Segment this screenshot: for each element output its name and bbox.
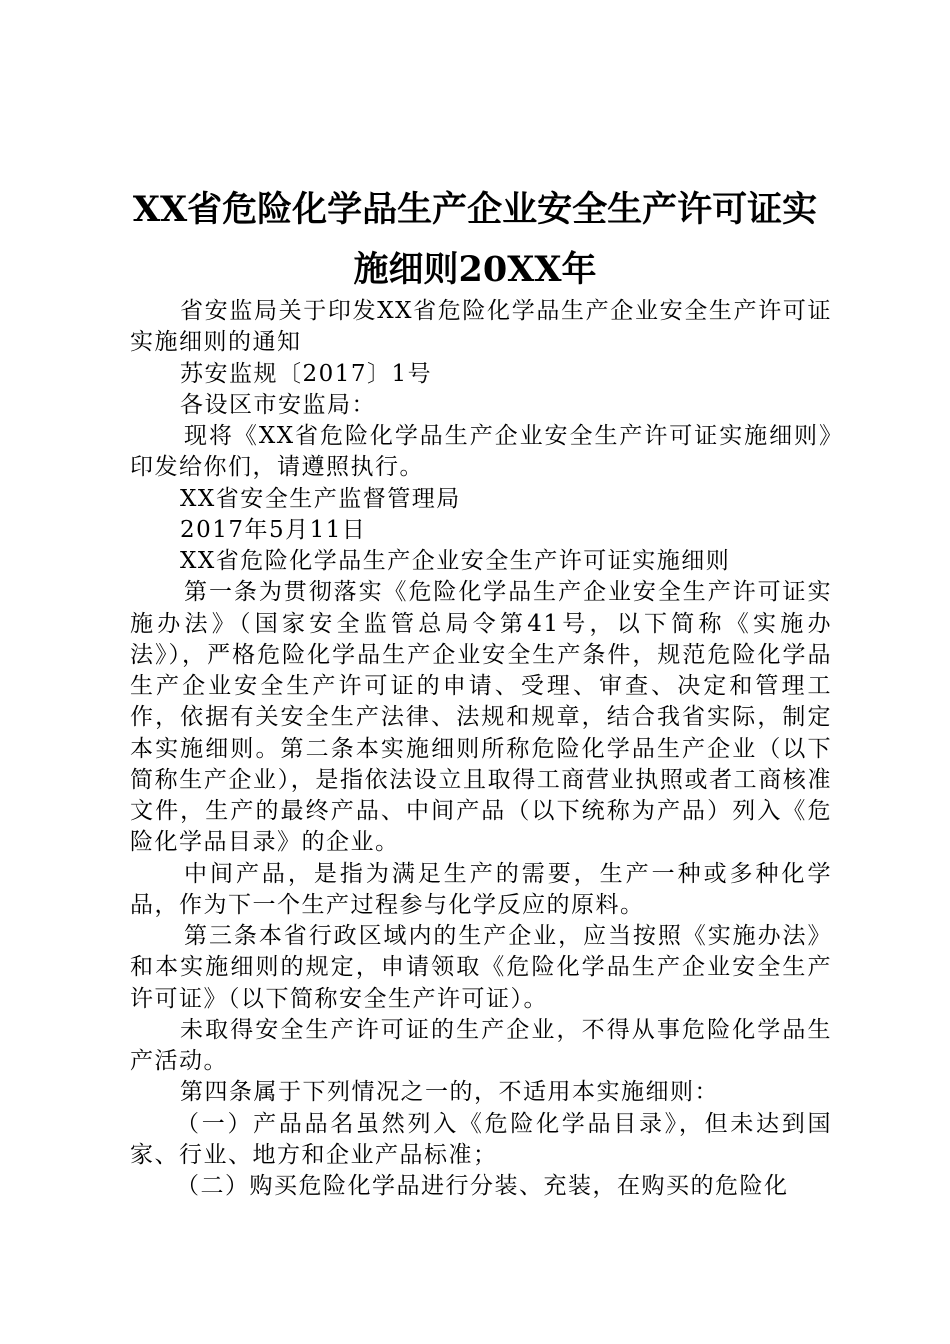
rules-title: XX省危险化学品生产企业安全生产许可证实施细则 bbox=[180, 548, 731, 574]
document-body bbox=[130, 296, 832, 1202]
document-title-line-1: XX省危险化学品生产企业安全生产许可证实 bbox=[132, 189, 818, 230]
article-4-item-1: （一）产品品名虽然列入《危险化学品目录》，但未达到国家、行业、地方和企业产品标准； bbox=[130, 1110, 832, 1168]
document-title-line-2: 施细则20XX年 bbox=[353, 249, 597, 290]
article-4-item-2: （二）购买危险化学品进行分装、充装，在购买的危险化 bbox=[176, 1173, 789, 1199]
addressee: 各设区市安监局： bbox=[180, 391, 376, 418]
article-1-2: 第一条为贯彻落实《危险化学品生产企业安全生产许可证实施办法》（国家安全监管总局令第41号，以下简称《实施办法》），严格危险化学品生产企业安全生产条件，规范危险化学品生产企业安全生产许可证的申请、受理、审查、决定和管理工作，依据有关安全生产法律、法规和规章，结合我省实际，制定本实施细则。第二条本实施细则所称危险化学品生产企业（以下简称生产企业），是指依法设立且取得工商营业执照或者工商核准文件，生产的最终产品、中间产品（以下统称为产品）列入《危险化学品目录》的企业。 bbox=[130, 579, 832, 856]
article-4: 第四条属于下列情况之一的，不适用本实施细则： bbox=[180, 1079, 719, 1106]
intermediate-product-definition: 中间产品，是指为满足生产的需要，生产一种或多种化学品，作为下一个生产过程参与化学反应的原料。 bbox=[130, 860, 832, 918]
issuing-authority: XX省安全生产监督管理局 bbox=[180, 485, 461, 512]
notice-body: 现将《XX省危险化学品生产企业安全生产许可证实施细则》印发给你们，请遵照执行。 bbox=[130, 423, 832, 481]
article-3-clause: 未取得安全生产许可证的生产企业，不得从事危险化学品生产活动。 bbox=[130, 1016, 832, 1074]
article-3: 第三条本省行政区域内的生产企业，应当按照《实施办法》和本实施细则的规定，申请领取《危险化学品生产企业安全生产许可证》（以下简称安全生产许可证）。 bbox=[130, 923, 832, 1012]
notice-heading: 省安监局关于印发XX省危险化学品生产企业安全生产许可证实施细则的通知 bbox=[130, 298, 832, 356]
issue-date: 2017年5月11日 bbox=[180, 516, 367, 543]
document-number: 苏安监规〔2017〕1号 bbox=[180, 360, 433, 387]
